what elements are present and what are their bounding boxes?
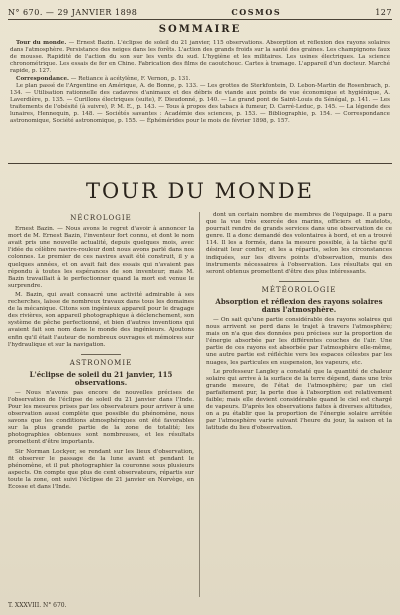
sommaire-text: — Ernest Bazin. L'éclipse de soleil du 21 janvier, 115 observations. Absorption et réflexion des rayons solaires dans l'atmosphère. Persistance des neiges dans les forêts. L'action des grands froids sur la santé des graines. Les champignons faux de mousse. Rapidité de l'action du son sur les vents du sud. L'hygiène et les militaires. Les usines électriques. La science chronométrique. Les essais de fer en Chine. Fabrication des films de caoutchouc. Cartes à tramage. L'appareil d'un docteur. Marché rapide, p. 127. xyxy=(10,40,390,74)
sommaire-rule xyxy=(8,163,392,164)
page-number: 127 xyxy=(375,7,392,17)
sommaire-lead: Correspondance. xyxy=(16,75,70,82)
article-subheading: L'éclipse de soleil du 21 janvier, 115 observations. xyxy=(29,369,173,387)
sommaire-title: SOMMAIRE xyxy=(158,24,242,35)
section-heading-necrologie: NÉCROLOGIE xyxy=(70,214,132,222)
article-paragraph: dont un certain nombre de membres de l'équipage. Il a paru que la vue très exercée des marins, officiers et matelots, pourrait rendre de grands services dans une observation de ce genre. Il a donc demandé des volontaires à bord, et en a trouvé 114. Il les a formés, dans la mesure possible, à la tâche qu'il désirait leur confier, et les a répartis, selon les circonstances indiquées, sur les divers points d'observation, munis des instruments nécessaires à l'observation. Les résultats qui en seront obtenus promettent d'être des plus intéressants. xyxy=(206,212,392,275)
sommaire-body xyxy=(10,40,390,158)
article-paragraph: Sir Norman Lockyer, se rendant sur les lieux d'observation, fit observer le passage de la lune avant et pendant le phénomène, et il put photographier la couronne sous plusieurs aspects. On compte que plus de cent observateurs, répartis sur toute la zone, ont suivi l'éclipse de 21 janvier en Norvège, en Ecosse et dans l'Inde. xyxy=(8,448,194,490)
running-head xyxy=(8,6,392,18)
section-heading-meteorologie: MÉTÉOROLOGIE xyxy=(261,285,337,294)
sommaire-paragraph xyxy=(10,40,390,75)
article-paragraph: Le professeur Langley a constaté que la quantité de chaleur solaire qui arrive à la surface de la terre dépend, dans une très grande mesure, de l'état de l'atmosphère; par un ciel parfaitement pur, la perte due à l'absorption est relativement faible; mais elle devient considérable quand le ciel est chargé de vapeurs. D'après les observations faites à diverses altitudes, on a pu établir que la proportion de l'énergie solaire arrêtée par l'atmosphère varie suivant l'heure du jour, la saison et la latitude du lieu d'observation. xyxy=(206,368,392,432)
column-divider xyxy=(199,212,200,597)
separator xyxy=(279,281,319,282)
volume-footer: T. XXXVIII. N° 670. xyxy=(8,602,67,609)
left-column xyxy=(8,212,194,597)
header-rule xyxy=(8,19,392,20)
separator xyxy=(81,354,121,355)
article-subheading: Absorption et réflexion des rayons solaires dans l'atmosphère. xyxy=(215,296,383,314)
section-heading-astronomie: ASTRONOMIE xyxy=(69,358,133,367)
sommaire-text: — Retiance à acétylène, F. Vernon, p. 131. xyxy=(69,75,191,82)
sommaire-text: Le plan passé de l'Argentine en Amérique, A. de Bonne, p. 133. — Les grottes de Sterkfontein, D. Lebon-Martin de Rosenbrach, p. 134. — Utilisation rationnelle des cadavres d'animaux et des débris de viande aux points de vue économique et hygiénique, A. Laverdière, p. 135. — Curillons électriques (suite), F. Dieudonné, p. 140. — Le grand pont de Saint-Louis du Sénégal, p. 141. — Les traitements de l'obésité (à suivre), P. M. E., p. 143. — Tous à propos des tabacs à fumeur, D. Carré-Leduc, p. 145. — La légende des lunaires, Hennequin, p. 148. — Sociétés savantes : Académie des sciences, p. 153. — Bibliographie, p. 154. — Correspondance astronomique, Société astronomique, p. 155. — Éphémérides pour le mois de février 1898, p. 157. xyxy=(10,83,390,124)
issue-number: N° 670. — 29 JANVIER 1898 xyxy=(8,7,138,17)
right-column xyxy=(206,212,392,597)
sommaire-paragraph xyxy=(10,83,390,124)
sommaire-paragraph xyxy=(10,76,390,83)
sommaire-lead: Tour du monde. xyxy=(16,40,67,46)
article-paragraph: M. Bazin, qui avait consacré une activité admirable à ses recherches, laisse de nombreux travaux dans tous les domaines de la mécanique. Citons son ingénieux appareil pour le dragage des rivières, son appareil photographique à déclenchement, son système de pêche perfectionné, et bien d'autres inventions qui avaient fait son nom dans le monde des ingénieurs. Ajoutons enfin qu'il était l'auteur de nombreux ouvrages et mémoires sur l'hydraulique et sur la navigation. xyxy=(8,291,194,348)
article-paragraph: — Nous n'avons pas encore de nouvelles précises de l'observation de l'éclipse de soleil du 21 janvier dans l'Inde. Pour les mesures prises par les observateurs pour arriver à une observation aussi complète que possible du phénomène, nous savons que les conditions atmosphériques ont été favorables sur la plus grande partie de la zone de totalité; les photographies obtenues sont nombreuses, et les résultats promettent d'être importants. xyxy=(8,389,194,446)
section-title: TOUR DU MONDE xyxy=(86,179,314,203)
article-paragraph: — On sait qu'une partie considérable des rayons solaires qui nous arrivent se perd dans le trajet à travers l'atmosphère; mais on n'a que des données peu précises sur la proportion de l'énergie absorbée par les différentes couches de l'air. Une partie de ces rayons est absorbée par l'atmosphère elle-même, une autre partie est réfléchie vers les espaces célestes par les nuages, les particules en suspension, les vapeurs, etc. xyxy=(206,316,392,366)
journal-name: COSMOS xyxy=(231,7,282,17)
article-paragraph: Ernest Bazin. — Nous avons le regret d'avoir à annoncer la mort de M. Ernest Bazin, l'inventeur fort connu, et dont le nom avait pris une nouvelle actualité, depuis quelques mois, avec l'idée du célèbre navire-rouleur dont nous avons parlé dans nos colonnes. Le premier de ces navires avait été construit, il y a quelques années, et on avait fait des essais qui n'avaient pas répondu à toutes les espérances de son inventeur; mais M. Bazin travaillait à le perfectionner quand la mort est venue le surprendre. xyxy=(8,226,194,289)
